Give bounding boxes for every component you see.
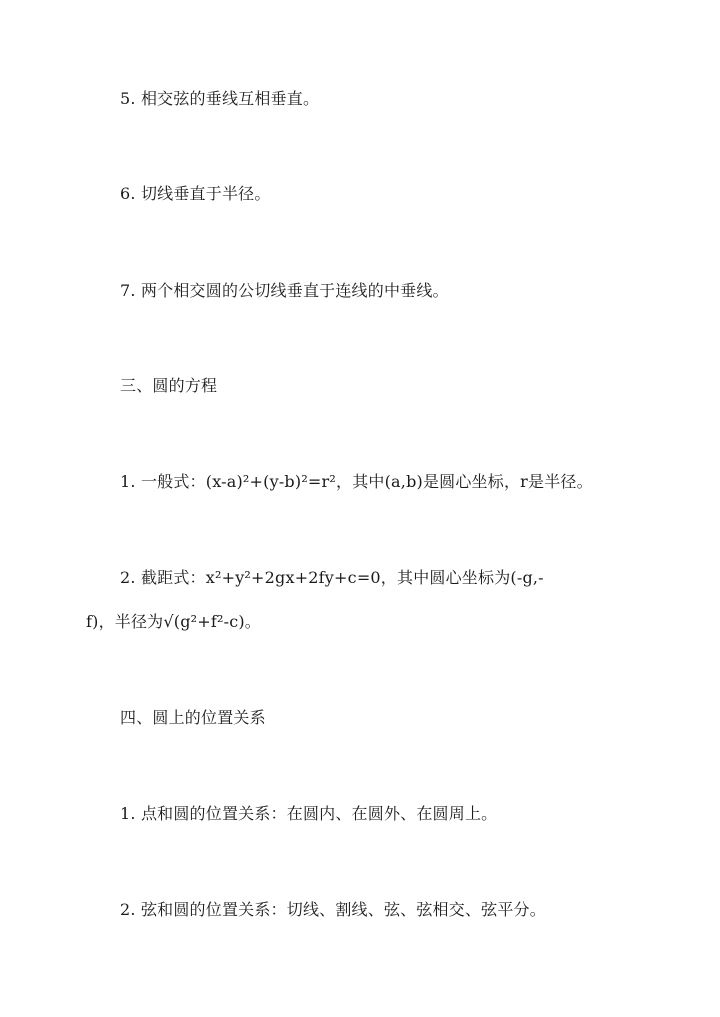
text-line: 6. 切线垂直于半径。 (120, 184, 271, 203)
text-line: 5. 相交弦的垂线互相垂直。 (120, 89, 320, 108)
text-line: 2. 截距式：x²+y²+2gx+2fy+c=0，其中圆心坐标为(-g,- (120, 568, 544, 587)
text-line-continuation: f)，半径为√(g²+f²-c)。 (86, 612, 262, 631)
section-heading: 四、圆上的位置关系 (120, 708, 266, 727)
text-line: 2. 弦和圆的位置关系：切线、割线、弦、弦相交、弦平分。 (120, 900, 546, 919)
section-heading: 三、圆的方程 (120, 376, 218, 395)
text-line: 7. 两个相交圆的公切线垂直于连线的中垂线。 (120, 281, 449, 300)
text-line: 1. 点和圆的位置关系：在圆内、在圆外、在圆周上。 (120, 804, 498, 823)
text-line: 1. 一般式：(x-a)²+(y-b)²=r²，其中(a,b)是圆心坐标，r是半径。 (120, 472, 593, 491)
